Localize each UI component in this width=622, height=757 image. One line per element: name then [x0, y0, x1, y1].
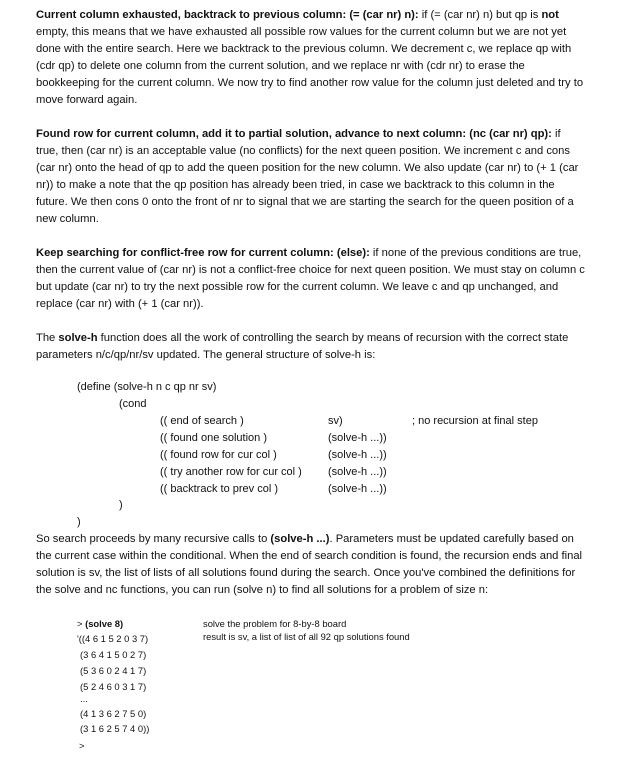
paragraph-text: . Parameters must be updated carefully based on the current case within the conditional. When the end of search condition is found, the recursion ends and final solution is sv, the list of lists of all solutions found during the search. Once you've combined the definitions for the solve and nc functions, you can run (solve n) to find all solutions for a problem of size n:: [36, 533, 583, 596]
code-close-cond: ): [119, 499, 123, 511]
code-action: sv): [328, 415, 343, 427]
repl-note: result is sv, a list of list of all 92 qp solutions found: [203, 631, 410, 642]
repl-final-prompt: >: [79, 740, 85, 751]
repl-command: (solve 8): [85, 618, 124, 629]
code-cond-line: (cond: [119, 398, 147, 410]
repl-output-line: (5 3 6 0 2 4 1 7): [80, 665, 147, 676]
paragraph-found-row: [36, 126, 586, 228]
repl-note: solve the problem for 8-by-8 board: [203, 618, 347, 629]
emphasis-not: not: [541, 9, 559, 21]
paragraph-heading: Current column exhausted, backtrack to previous column: (= (car nr) n):: [36, 9, 419, 21]
paragraph-text: The: [36, 332, 59, 344]
repl-ellipsis: ...: [80, 693, 88, 704]
paragraph-text: function does all the work of controlling the search by means of recursion with the correct state parameters n/c/qp/nr/sv updated. The general structure of solve-h is:: [36, 332, 569, 361]
code-case: (( end of search ): [160, 415, 244, 427]
repl-output-line: (3 1 6 2 5 7 4 0)): [80, 723, 150, 734]
paragraph-heading: Found row for current column, add it to partial solution, advance to next column: (nc (car nr) qp):: [36, 128, 552, 140]
code-action: (solve-h ...)): [328, 449, 387, 461]
code-action: (solve-h ...)): [328, 432, 387, 444]
code-comment: ; no recursion at final step: [412, 415, 538, 427]
repl-output-line: '((4 6 1 5 2 0 3 7): [77, 633, 149, 644]
repl-output-line: (3 6 4 1 5 0 2 7): [80, 649, 147, 660]
paragraph-text: So search proceeds by many recursive calls to: [36, 533, 271, 545]
code-case: (( try another row for cur col ): [160, 466, 302, 478]
function-name: solve-h: [58, 332, 98, 344]
paragraph-current-column-exhausted: [36, 7, 586, 109]
code-close-define: ): [77, 516, 81, 528]
paragraph-search-proceeds: [36, 531, 586, 599]
repl-output-line: (4 1 3 6 2 7 5 0): [80, 708, 147, 719]
repl-output-line: (5 2 4 6 0 3 1 7): [80, 681, 147, 692]
paragraph-heading: Keep searching for conflict-free row for current column: (else):: [36, 247, 370, 259]
code-case: (( found one solution ): [160, 432, 268, 444]
function-call: (solve-h ...): [270, 533, 330, 545]
repl-command-line: [77, 617, 123, 630]
code-case: (( backtrack to prev col ): [160, 483, 278, 495]
paragraph-text: if (= (car nr) n) but qp is: [418, 9, 542, 21]
paragraph-keep-searching: [36, 245, 586, 313]
paragraph-text: if true, then (car nr) is an acceptable value (no conflicts) for the next queen position. We increment c and cons (car nr) onto the head of qp to add the queen position for the new column. We also update (car nr) to (+ 1 (car nr)) to make a note that the qp position has already been tried, in case we backtrack to this column in the future. We then cons 0 onto the front of nr to signal that we are starting the search for the queen position of a new column.: [36, 128, 579, 225]
repl-prompt: >: [77, 618, 86, 629]
paragraph-text: empty, this means that we have exhausted all possible row values for the current column but we are not yet done with the entire search. Here we backtrack to the previous column. We decrement c, we replace qp with (cdr qp) to delete one column from the current solution, and we replace nr with (cdr nr) to erase the bookkeeping for the current column. We now try to find another row value for the column just deleted and try to move forward again.: [36, 26, 584, 106]
paragraph-text: if none of the previous conditions are true, then the current value of (car nr) is not a conflict-free choice for next queen position. We must stay on column c but update (car nr) to try the next possible row for the current column. We leave c and qp unchanged, and replace (car nr) with (+ 1 (car nr)).: [36, 247, 585, 310]
code-action: (solve-h ...)): [328, 466, 387, 478]
code-define-line: (define (solve-h n c qp nr sv): [77, 381, 217, 393]
paragraph-solve-h-intro: [36, 330, 586, 364]
code-action: (solve-h ...)): [328, 483, 387, 495]
code-case: (( found row for cur col ): [160, 449, 277, 461]
